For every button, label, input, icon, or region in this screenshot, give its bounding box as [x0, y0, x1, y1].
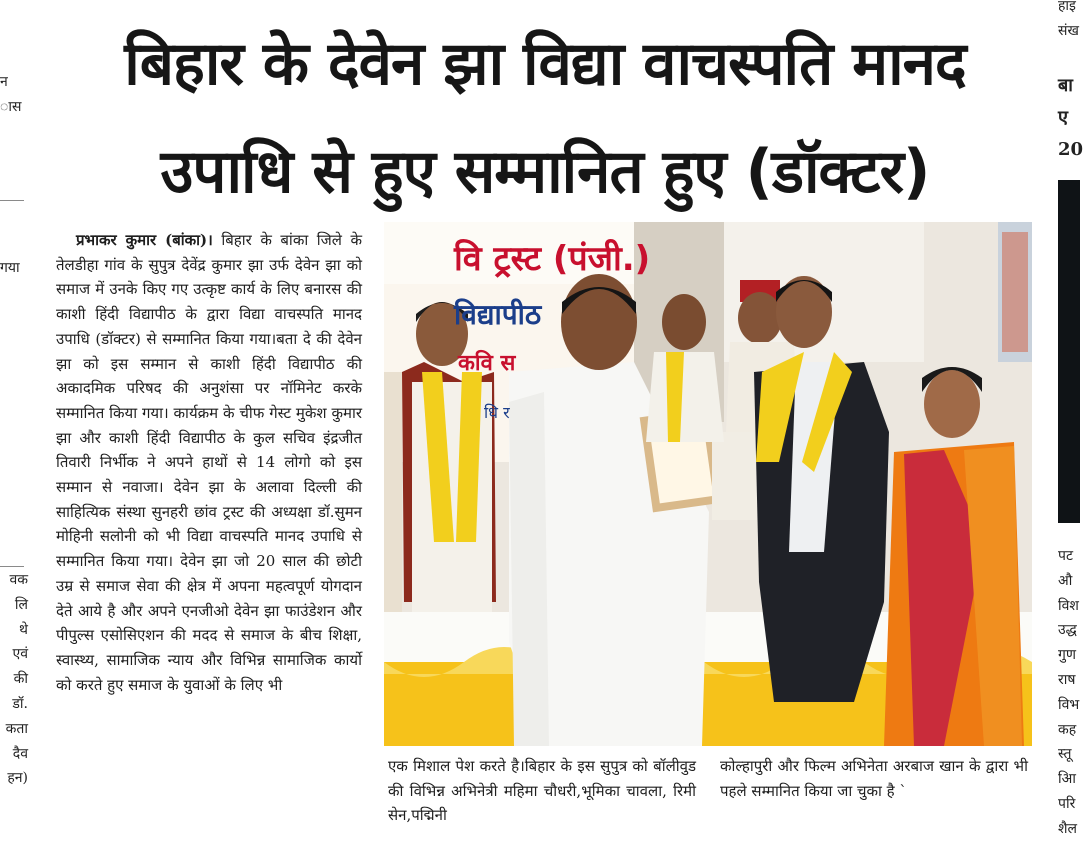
column-divider-left-2 [0, 566, 24, 567]
fragment-line: संख [1058, 22, 1079, 39]
fragment-line: कह [1058, 721, 1077, 738]
fragment-line: गुण [1058, 647, 1077, 664]
fragment-line: वक [9, 572, 28, 588]
banner-text-4: धि र [484, 403, 510, 422]
fragment-line: की [13, 671, 28, 688]
fragment-line: थे [19, 621, 28, 638]
fragment-line: स्तू [1058, 746, 1072, 763]
fragment-line: ए [1058, 107, 1068, 128]
headline-line-1: बिहार के देवेन झा विद्या वाचस्पति मानद [124, 29, 966, 99]
article-column-3: कोल्हापुरी और फिल्म अभिनेता अरबाज खान के द्वारा भी पहले सम्मानित किया जा चुका है ` [720, 757, 1028, 800]
left-fragment-middle [0, 256, 28, 281]
banner-text-3: कवि स [458, 351, 516, 376]
headline-line-2: उपाधि से हुए सम्मानित हुए (डॉक्टर) [160, 137, 930, 207]
fragment-line: बा [1058, 75, 1073, 96]
fragment-line: हाइ [1058, 0, 1076, 14]
article-column-2: एक मिशाल पेश करते है।बिहार के इस सुपुत्र को बॉलीवुड की विभिन्न अभिनेत्री महिमा चौधरी,भूमिका चावला, रिमी सेन,पद्मिनी [388, 757, 696, 825]
fragment-line: हन) [7, 770, 28, 787]
fragment-line: कता [5, 720, 28, 737]
fragment-line: औ [1058, 572, 1073, 589]
fragment-line: ास [0, 98, 22, 115]
fragment-line: आि [1058, 771, 1076, 788]
fragment-line: न [0, 74, 8, 90]
fragment-line: लि [14, 596, 28, 613]
article-body [56, 228, 362, 848]
adjacent-photo-fragment [1058, 180, 1080, 523]
fragment-line: एवं [12, 646, 28, 663]
fragment-line: विश [1058, 597, 1079, 614]
right-fragment-bottom [1058, 544, 1080, 842]
fragment-line: विभ [1058, 696, 1080, 713]
article-byline: प्रभाकर कुमार (बांका)। [76, 231, 213, 249]
fragment-line: दैव [12, 745, 28, 762]
column-divider-left-1 [0, 200, 24, 201]
article-text: बिहार के बांका जिले के तेलडीहा गांव के सुपुत्र देवेंद्र कुमार झा उर्फ देवेन झा को समाज में उनके किए गए उत्कृष्ट कार्य के लिए बनारस की काशी हिंदी विद्यापीठ के द्वारा विद्या वाचस्पति मानद उपाधि (डॉक्टर) से सम्मानित किया गया।बता दे की देवेन झा को इस सम्मान से काशी हिंदी विद्यापीठ की अकादमिक परिषद की अनुशंसा पर नॉमिनेट करके सम्मानित किया गया। कार्यक्रम के चीफ गेस्ट मुकेश कुमार झा और काशी हिंदी विद्यापीठ के कुल सचिव इंद्रजीत तिवारी निर्भीक ने अपने हाथों से 14 लोगो को इस सम्मान से नवाजा। देवेन झा के अलावा दिल्ली की साहित्यिक संस्था सुनहरी छांव ट्रस्ट की अध्यक्षा डॉ.सुमन मोहिनी सलोनी को भी विद्या वाचस्पति मानद उपाधि से सम्मानित किया गया। देवेन झा जो 20 साल की छोटी उम्र से समाज सेवा की क्षेत्र में अपना महत्वपूर्ण योगदान देते आये है और अपने एनजीओ देवेन झा फाउंडेशन और पीपुल्स एसोसिएशन की मदद से समाज के बीच शिक्षा, स्वास्थ्य, सामाजिक न्याय और विभिन्न सामाजिक कार्यो को करते हुए समाज के युवाओं के लिए भी [56, 231, 362, 694]
fragment-line: 20 [1058, 139, 1083, 160]
fragment-line: परि [1058, 795, 1076, 812]
left-fragment-top [0, 70, 28, 120]
fragment-line: उद्ध [1058, 622, 1077, 639]
fragment-line: शैल [1058, 820, 1078, 837]
fragment-line: गया [0, 260, 20, 276]
right-fragment-heading [1058, 70, 1083, 166]
event-photo [384, 222, 1032, 746]
right-fragment-top [1058, 0, 1080, 44]
banner-text-1: वि ट्रस्ट (पंजी.) [454, 239, 651, 279]
fragment-line: डॉ. [12, 695, 28, 712]
fragment-line: पट [1058, 548, 1074, 564]
left-fragment-bottom [0, 568, 28, 791]
banner-text-2: विद्यापीठ [454, 298, 542, 331]
fragment-line: राष [1058, 671, 1076, 688]
